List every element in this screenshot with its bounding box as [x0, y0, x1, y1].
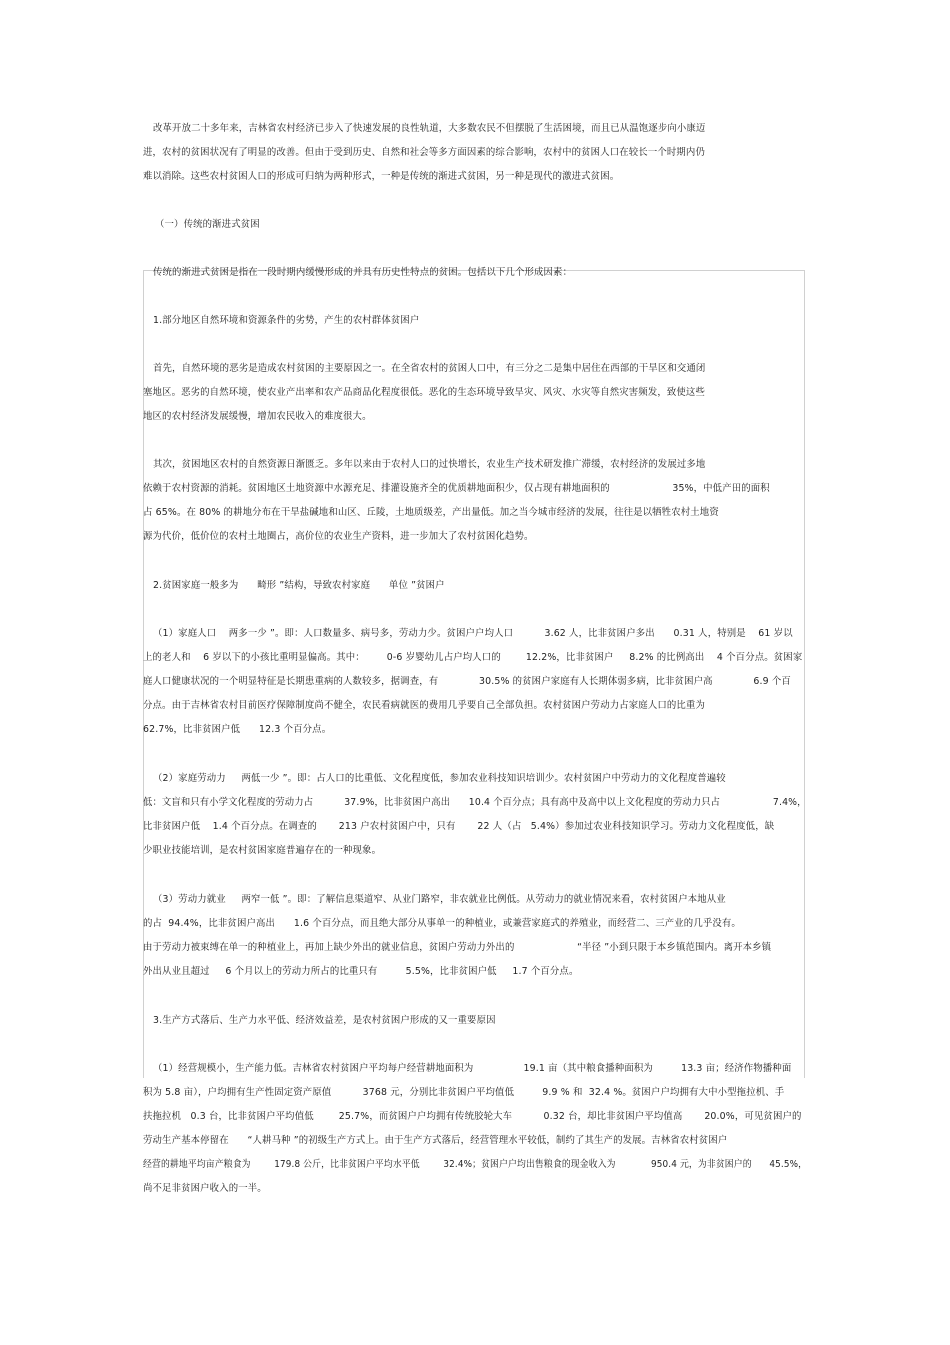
paragraph-line: 难以消除。这些农村贫困人口的形成可归纳为两种形式，一种是传统的渐进式贫困，另一种是现代的激进式贫困。: [143, 171, 620, 182]
paragraph-line: 改革开放二十多年来，吉林省农村经济已步入了快速发展的良性轨道，大多数农民不但摆脱了生活困境，而且已从温饱逐步向小康迈: [153, 123, 706, 134]
paragraph-line: 首先，自然环境的恶劣是造成农村贫困的主要原因之一。在全省农村的贫困人口中，有三分之二是集中居住在西部的干旱区和交通闭: [153, 363, 706, 374]
section-heading: （一）传统的渐进式贫困: [155, 219, 260, 230]
subheading: 2.贫困家庭一般多为 畸形 ”结构，导致农村家庭 单位 ”贫困户: [153, 580, 445, 591]
paragraph-line: 分点。由于吉林省农村目前医疗保障制度尚不健全，农民看病就医的费用几乎要自己全部负担。农村贫困户劳动力占家庭人口的比重为: [143, 700, 705, 711]
paragraph-line: 尚不足非贫困户收入的一半。: [143, 1183, 267, 1194]
paragraph-line: 62.7%，比非贫困户低 12.3 个百分点。: [143, 724, 332, 735]
paragraph-line: 塞地区。恶劣的自然环境，使农业产出率和农产品商品化程度很低。恶化的生态环境导致旱灾、风灾、水灾等自然灾害频发，致使这些: [143, 387, 705, 398]
paragraph-line: 地区的农村经济发展缓慢，增加农民收入的难度很大。: [143, 411, 372, 422]
paragraph-line: 其次，贫困地区农村的自然资源日渐匮乏。多年以来由于农村人口的过快增长，农业生产技术研发推广滞缓，农村经济的发展过多地: [153, 459, 706, 470]
paragraph-line: （3）劳动力就业 两窄一低 ”。即：了解信息渠道窄、从业门路窄，非农就业比例低。从劳动力的就业情况来看，农村贫困户本地从业: [153, 894, 726, 905]
paragraph-line: 比非贫困户低 1.4 个百分点。在调查的 213 户农村贫困户中，只有 22 人（占 5.4%）参加过农业科技知识学习。劳动力文化程度低，缺: [143, 821, 775, 832]
paragraph-line: （1）家庭人口 两多一少 ”。即：人口数量多、病号多，劳动力少。贫困户户均人口 3.62 人，比非贫困户多出 0.31 人，特别是 61 岁以: [153, 628, 793, 639]
paragraph-line: 的占 94.4%，比非贫困户高出 1.6 个百分点，而且绝大部分从事单一的种植业，或兼营家庭式的养殖业，而经营二、三产业的几乎没有。: [143, 918, 741, 929]
subheading: 1.部分地区自然环境和资源条件的劣势，产生的农村群体贫困户: [153, 315, 420, 326]
paragraph-line: （2）家庭劳动力 两低一少 ”。即：占人口的比重低、文化程度低，参加农业科技知识培训少。农村贫困户中劳动力的文化程度普遍较: [153, 773, 726, 784]
paragraph-line: 经营的耕地平均亩产粮食为 179.8 公斤，比非贫困户平均水平低 32.4%；贫困户户均出售粮食的现金收入为 950.4 元，为非贫困户的 45.5%，: [143, 1159, 808, 1170]
paragraph-line: 源为代价，低价位的农村土地圈占，高价位的农业生产资料，进一步加大了农村贫困化趋势。: [143, 531, 534, 542]
paragraph-line: 传统的渐进式贫困是指在一段时期内缓慢形成的并具有历史性特点的贫困。包括以下几个形成因素：: [153, 267, 573, 278]
paragraph-line: 扶拖拉机 0.3 台，比非贫困户平均值低 25.7%，而贫困户户均拥有传统胶轮大车 0.32 台，却比非贫困户平均值高 20.0%，可见贫困户的: [143, 1111, 802, 1122]
paragraph-line: （1）经营规模小，生产能力低。吉林省农村贫困户平均每户经营耕地面积为 19.1 亩（其中粮食播种面积为 13.3 亩；经济作物播种面: [153, 1063, 792, 1074]
paragraph-line: 占 65%。在 80% 的耕地分布在干旱盐碱地和山区、丘陵，土地质级差，产出量低。加之当今城市经济的发展，往往是以牺牲农村土地资: [143, 507, 719, 518]
paragraph-line: 由于劳动力被束缚在单一的种植业上，再加上缺少外出的就业信息，贫困户劳动力外出的 “半径 ”小到只限于本乡镇范围内。离开本乡镇: [143, 942, 772, 953]
paragraph-line: 上的老人和 6 岁以下的小孩比重明显偏高。其中： 0-6 岁婴幼儿占户均人口的 12.2%，比非贫困户 8.2% 的比例高出 4 个百分点。贫困家: [143, 652, 803, 663]
paragraph-line: 少职业技能培训，是农村贫困家庭普遍存在的一种现象。: [143, 845, 382, 856]
paragraph-line: 积为 5.8 亩），户均拥有生产性固定资产原值 3768 元，分别比非贫困户平均值低 9.9 % 和 32.4 %。贫困户户均拥有大中小型拖拉机、手: [143, 1087, 785, 1098]
paragraph-line: 依赖于农村资源的消耗。贫困地区土地资源中水源充足、排灌设施齐全的优质耕地面积少，仅占现有耕地面积的 35%，中低产田的面积: [143, 483, 770, 494]
paragraph-line: 低：文盲和只有小学文化程度的劳动力占 37.9%，比非贫困户高出 10.4 个百分点；具有高中及高中以上文化程度的劳动力只占 7.4%，: [143, 797, 807, 808]
paragraph-line: 进，农村的贫困状况有了明显的改善。但由于受到历史、自然和社会等多方面因素的综合影响，农村中的贫困人口在较长一个时期内仍: [143, 147, 705, 158]
subheading: 3.生产方式落后、生产力水平低、经济效益差，是农村贫困户形成的又一重要原因: [153, 1015, 496, 1026]
paragraph-line: 庭人口健康状况的一个明显特征是长期患重病的人数较多，据调查，有 30.5% 的贫困户家庭有人长期体弱多病，比非贫困户高 6.9 个百: [143, 676, 791, 687]
paragraph-line: 外出从业且超过 6 个月以上的劳动力所占的比重只有 5.5%，比非贫困户低 1.7 个百分点。: [143, 966, 579, 977]
paragraph-line: 劳动生产基本停留在 “人耕马种 ”的初级生产方式上。由于生产方式落后，经营管理水平较低，制约了其生产的发展。吉林省农村贫困户: [143, 1135, 728, 1146]
